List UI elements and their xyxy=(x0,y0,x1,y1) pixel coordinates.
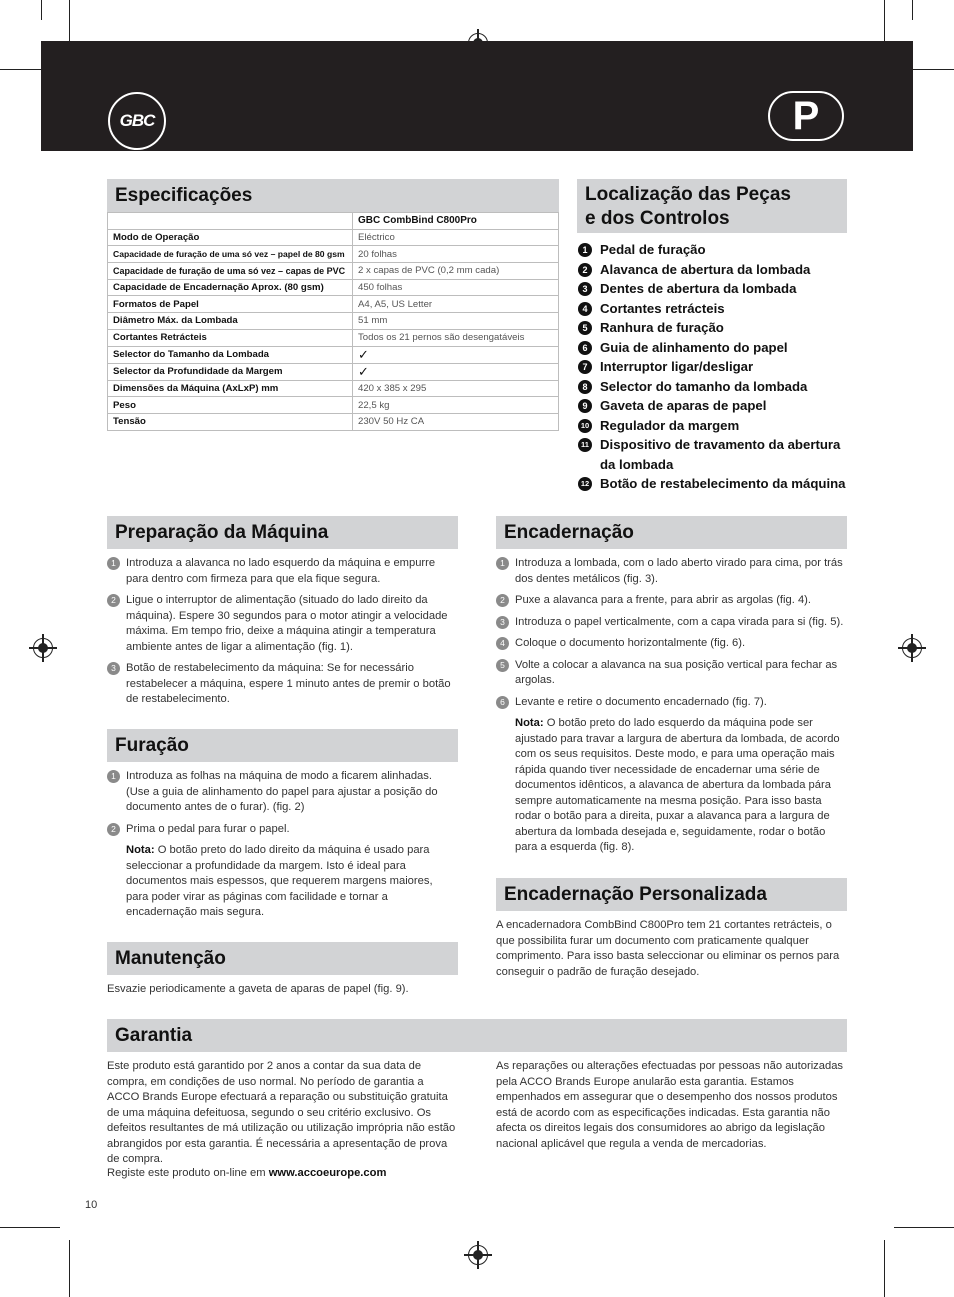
number-badge-icon: 8 xyxy=(578,380,592,394)
register-link[interactable]: www.accoeurope.com xyxy=(268,1167,387,1179)
number-badge-icon: 4 xyxy=(578,302,592,316)
list-item xyxy=(496,593,847,609)
step-text: Prima o pedal para furar o papel. xyxy=(126,822,290,835)
registration-mark-icon xyxy=(33,638,53,658)
number-badge-icon: 5 xyxy=(578,321,592,335)
note-label: Nota: xyxy=(515,717,544,729)
encadernacao-steps xyxy=(496,556,847,862)
table-row xyxy=(108,397,559,414)
parts-heading xyxy=(577,179,847,233)
note-text: O botão preto do lado direito da máquina é usado para seleccionar a profundidade da margem. Isto é ideal para documentos mais espessos, que requerem margens maiores, para poder virar as páginas com facilidade e tornar a encadernação mais segura. xyxy=(126,844,433,918)
list-item xyxy=(496,556,847,587)
number-badge-icon: 5 xyxy=(496,659,509,672)
list-item xyxy=(107,822,458,838)
parts-list xyxy=(578,240,853,494)
preparacao-title: Preparação da Máquina xyxy=(115,522,329,543)
manutencao-text: Esvazie periodicamente a gaveta de aparas de papel (fig. 9). xyxy=(107,983,409,995)
number-badge-icon: 2 xyxy=(107,823,120,836)
spec-label: Cortantes Retrácteis xyxy=(108,329,353,346)
garantia-heading xyxy=(107,1019,847,1052)
list-item xyxy=(578,416,853,436)
list-item xyxy=(107,593,458,655)
encadernacao-note xyxy=(496,716,847,856)
crop-mark xyxy=(69,1240,70,1297)
table-row xyxy=(108,380,559,397)
model-header: GBC CombBind C800Pro xyxy=(353,213,559,230)
spec-value: 20 folhas xyxy=(353,246,559,263)
part-label: Gaveta de aparas de papel xyxy=(600,398,767,413)
list-item xyxy=(496,658,847,689)
personalizada-title: Encadernação Personalizada xyxy=(504,884,767,905)
specs-title: Especificações xyxy=(115,185,253,206)
number-badge-icon: 10 xyxy=(578,419,592,433)
table-row xyxy=(108,313,559,330)
number-badge-icon: 9 xyxy=(578,399,592,413)
table-row xyxy=(108,413,559,430)
spec-label: Selector do Tamanho da Lombada xyxy=(108,346,353,363)
registration-mark-icon xyxy=(902,638,922,658)
list-item xyxy=(578,377,853,397)
part-label: Cortantes retrácteis xyxy=(600,300,725,316)
furacao-note xyxy=(107,843,458,921)
personalizada-text: A encadernadora CombBind C800Pro tem 21 cortantes retrácteis, o que possibilita furar um documento com praticamente qualquer comprimento. Para isso basta seleccionar ou eliminar os pernos para conseguir o padrão de furação desejado. xyxy=(496,919,840,978)
encadernacao-heading xyxy=(496,516,847,549)
spec-label: Modo de Operação xyxy=(108,229,353,246)
number-badge-icon: 12 xyxy=(578,477,592,491)
specs-table xyxy=(107,212,559,431)
spec-label: Capacidade de furação de uma só vez – capas de PVC xyxy=(108,263,353,280)
preparacao-heading xyxy=(107,516,458,549)
table-row xyxy=(108,263,559,280)
specs-heading xyxy=(107,179,559,212)
spec-value: 2 x capas de PVC (0,2 mm cada) xyxy=(353,263,559,280)
language-badge: P xyxy=(768,91,844,141)
list-item xyxy=(578,299,853,319)
list-item xyxy=(578,396,853,416)
table-row xyxy=(108,296,559,313)
garantia-register xyxy=(107,1166,458,1182)
part-label: Dentes de abertura da lombada xyxy=(600,281,797,296)
step-text: Introduza as folhas na máquina de modo a ficarem alinhadas. (Use a guia de alinhamento do papel para ajustar a posição do documento antes de o furar). (fig. 2) xyxy=(126,770,438,813)
parts-title-line1: Localização das Peças xyxy=(585,184,791,205)
table-header-empty xyxy=(108,213,353,230)
number-badge-icon: 11 xyxy=(578,438,592,452)
number-badge-icon: 3 xyxy=(107,662,120,675)
spec-label: Diâmetro Máx. da Lombada xyxy=(108,313,353,330)
furacao-steps xyxy=(107,769,458,927)
check-icon: ✓ xyxy=(353,346,559,363)
number-badge-icon: 4 xyxy=(496,637,509,650)
list-item xyxy=(578,357,853,377)
number-badge-icon: 3 xyxy=(496,616,509,629)
page-number: 10 xyxy=(85,1199,98,1211)
crop-mark xyxy=(41,0,42,20)
number-badge-icon: 2 xyxy=(496,594,509,607)
spec-value: Todos os 21 pernos são desengatáveis xyxy=(353,329,559,346)
spec-value: 22,5 kg xyxy=(353,397,559,414)
list-item xyxy=(578,240,853,260)
list-item xyxy=(578,435,853,474)
gbc-logo: GBC xyxy=(108,92,166,150)
number-badge-icon: 1 xyxy=(107,770,120,783)
spec-value: 420 x 385 x 295 xyxy=(353,380,559,397)
list-item xyxy=(107,556,458,587)
garantia-left-text: Este produto está garantido por 2 anos a contar da sua data de compra, em condições de uso normal. No período de garantia a ACCO Brands Europe efectuará a reparação ou substituição gratuita de uma máquina defeituosa, segundo o seu critério exclusivo. Os defeitos resultantes de má utilização ou utilização imprópria não estão abrangidos por esta garantia. É necessária a apresentação de prova de compra. xyxy=(107,1060,456,1165)
register-prefix: Registe este produto on-line em xyxy=(107,1167,269,1179)
table-header-row xyxy=(108,213,559,230)
note-text: O botão preto do lado esquerdo da máquina pode ser ajustado para travar a largura de abertura da lombada, de acordo com os seus requisitos. Deste modo, e para uma operação mais rápida quando tiver necessidade de encadernar uma série de documentos idênticos, a alavanca de abertura da lombada pára sempre automaticamente na mesma posição. Para isso basta rodar o botão para a direita, puxar a alavanca para a largura de abertura da lombada desejada e, seguidamente, rodar o botão para a esquerda (fig. 8). xyxy=(515,717,840,853)
table-row xyxy=(108,229,559,246)
garantia-title: Garantia xyxy=(115,1025,193,1046)
list-item xyxy=(578,260,853,280)
table-row xyxy=(108,246,559,263)
list-item xyxy=(496,695,847,711)
list-item xyxy=(496,636,847,652)
spec-value: 51 mm xyxy=(353,313,559,330)
list-item xyxy=(578,318,853,338)
check-icon: ✓ xyxy=(353,363,559,380)
part-label: Guia de alinhamento do papel xyxy=(600,339,788,355)
number-badge-icon: 1 xyxy=(107,557,120,570)
part-label: Ranhura de furação xyxy=(600,320,724,335)
number-badge-icon: 2 xyxy=(578,263,592,277)
crop-mark xyxy=(912,0,913,20)
step-text: Introduza o papel verticalmente, com a capa virada para si (fig. 5). xyxy=(515,615,844,628)
list-item xyxy=(107,769,458,816)
number-badge-icon: 3 xyxy=(578,282,592,296)
table-row xyxy=(108,329,559,346)
list-item xyxy=(496,615,847,631)
manutencao-heading xyxy=(107,942,458,975)
part-label: Botão de restabelecimento da máquina xyxy=(600,476,846,491)
encadernacao-title: Encadernação xyxy=(504,522,634,543)
part-label: Pedal de furação xyxy=(600,242,706,257)
step-text: Puxe a alavanca para a frente, para abrir as argolas (fig. 4). xyxy=(515,594,812,606)
part-label: Selector do tamanho da lombada xyxy=(600,378,808,394)
furacao-title: Furação xyxy=(115,735,189,756)
garantia-right-text: As reparações ou alterações efectuadas por pessoas não autorizadas pela ACCO Brands Europe anularão esta garantia. Estamos empenhados em assegurar que o desempenho dos nossos produtos está de acordo com as especificações indicadas. Esta garantia não afecta os direitos legais dos consumidores ao abrigo da legislação nacional aplicável que regula a venda de mercadorias. xyxy=(496,1060,844,1150)
furacao-heading xyxy=(107,729,458,762)
number-badge-icon: 2 xyxy=(107,594,120,607)
spec-label: Dimensões da Máquina (AxLxP) mm xyxy=(108,380,353,397)
note-label: Nota: xyxy=(126,844,155,856)
parts-title-line2: e dos Controlos xyxy=(585,208,730,229)
registration-mark-icon xyxy=(468,1245,488,1265)
number-badge-icon: 6 xyxy=(578,341,592,355)
spec-value: A4, A5, US Letter xyxy=(353,296,559,313)
step-text: Introduza a lombada, com o lado aberto virado para cima, por trás dos dentes metálicos (fig. 3). xyxy=(515,557,843,585)
step-text: Introduza a alavanca no lado esquerdo da máquina e empurre para dentro com firmeza para que ela fique segura. xyxy=(126,557,436,585)
table-row xyxy=(108,279,559,296)
step-text: Botão de restabelecimento da máquina: Se for necessário restabelecer a máquina, espere 1 minuto antes de premir o botão de restabelecimento. xyxy=(126,662,451,705)
list-item xyxy=(578,338,853,358)
crop-mark xyxy=(884,1240,885,1297)
number-badge-icon: 7 xyxy=(578,360,592,374)
crop-mark xyxy=(0,1227,60,1228)
spec-label: Capacidade de furação de uma só vez – papel de 80 gsm xyxy=(108,246,353,263)
spec-label: Tensão xyxy=(108,413,353,430)
step-text: Coloque o documento horizontalmente (fig. 6). xyxy=(515,637,746,649)
step-text: Levante e retire o documento encadernado (fig. 7). xyxy=(515,695,767,708)
step-text: Volte a colocar a alavanca na sua posição vertical para fechar as argolas. xyxy=(515,658,838,686)
table-row xyxy=(108,346,559,363)
spec-label: Selector da Profundidade da Margem xyxy=(108,363,353,380)
spec-value: Eléctrico xyxy=(353,229,559,246)
spec-label: Capacidade de Encadernação Aprox. (80 gsm) xyxy=(108,279,353,296)
crop-mark xyxy=(894,1227,954,1228)
list-item xyxy=(107,661,458,708)
table-row xyxy=(108,363,559,380)
part-label: Dispositivo de travamento da abertura da lombada xyxy=(600,437,841,472)
list-item xyxy=(578,474,853,494)
spec-label: Formatos de Papel xyxy=(108,296,353,313)
number-badge-icon: 1 xyxy=(578,243,592,257)
spec-value: 450 folhas xyxy=(353,279,559,296)
spec-label: Peso xyxy=(108,397,353,414)
personalizada-heading xyxy=(496,878,847,911)
part-label: Alavanca de abertura da lombada xyxy=(600,261,811,277)
header-band xyxy=(41,41,913,151)
part-label: Interruptor ligar/desligar xyxy=(600,359,754,374)
step-text: Ligue o interruptor de alimentação (situado do lado direito da máquina). Espere 30 segundos para o motor atingir a velocidade máxima. Em tempo frio, deixe a máquina atingir a temperatura ambiente antes de ligar a alimentação (fig. 1). xyxy=(126,594,448,653)
part-label: Regulador da margem xyxy=(600,417,740,433)
number-badge-icon: 1 xyxy=(496,557,509,570)
manutencao-title: Manutenção xyxy=(115,948,226,969)
number-badge-icon: 6 xyxy=(496,696,509,709)
list-item xyxy=(578,279,853,299)
preparacao-steps xyxy=(107,556,458,714)
spec-value: 230V 50 Hz CA xyxy=(353,413,559,430)
